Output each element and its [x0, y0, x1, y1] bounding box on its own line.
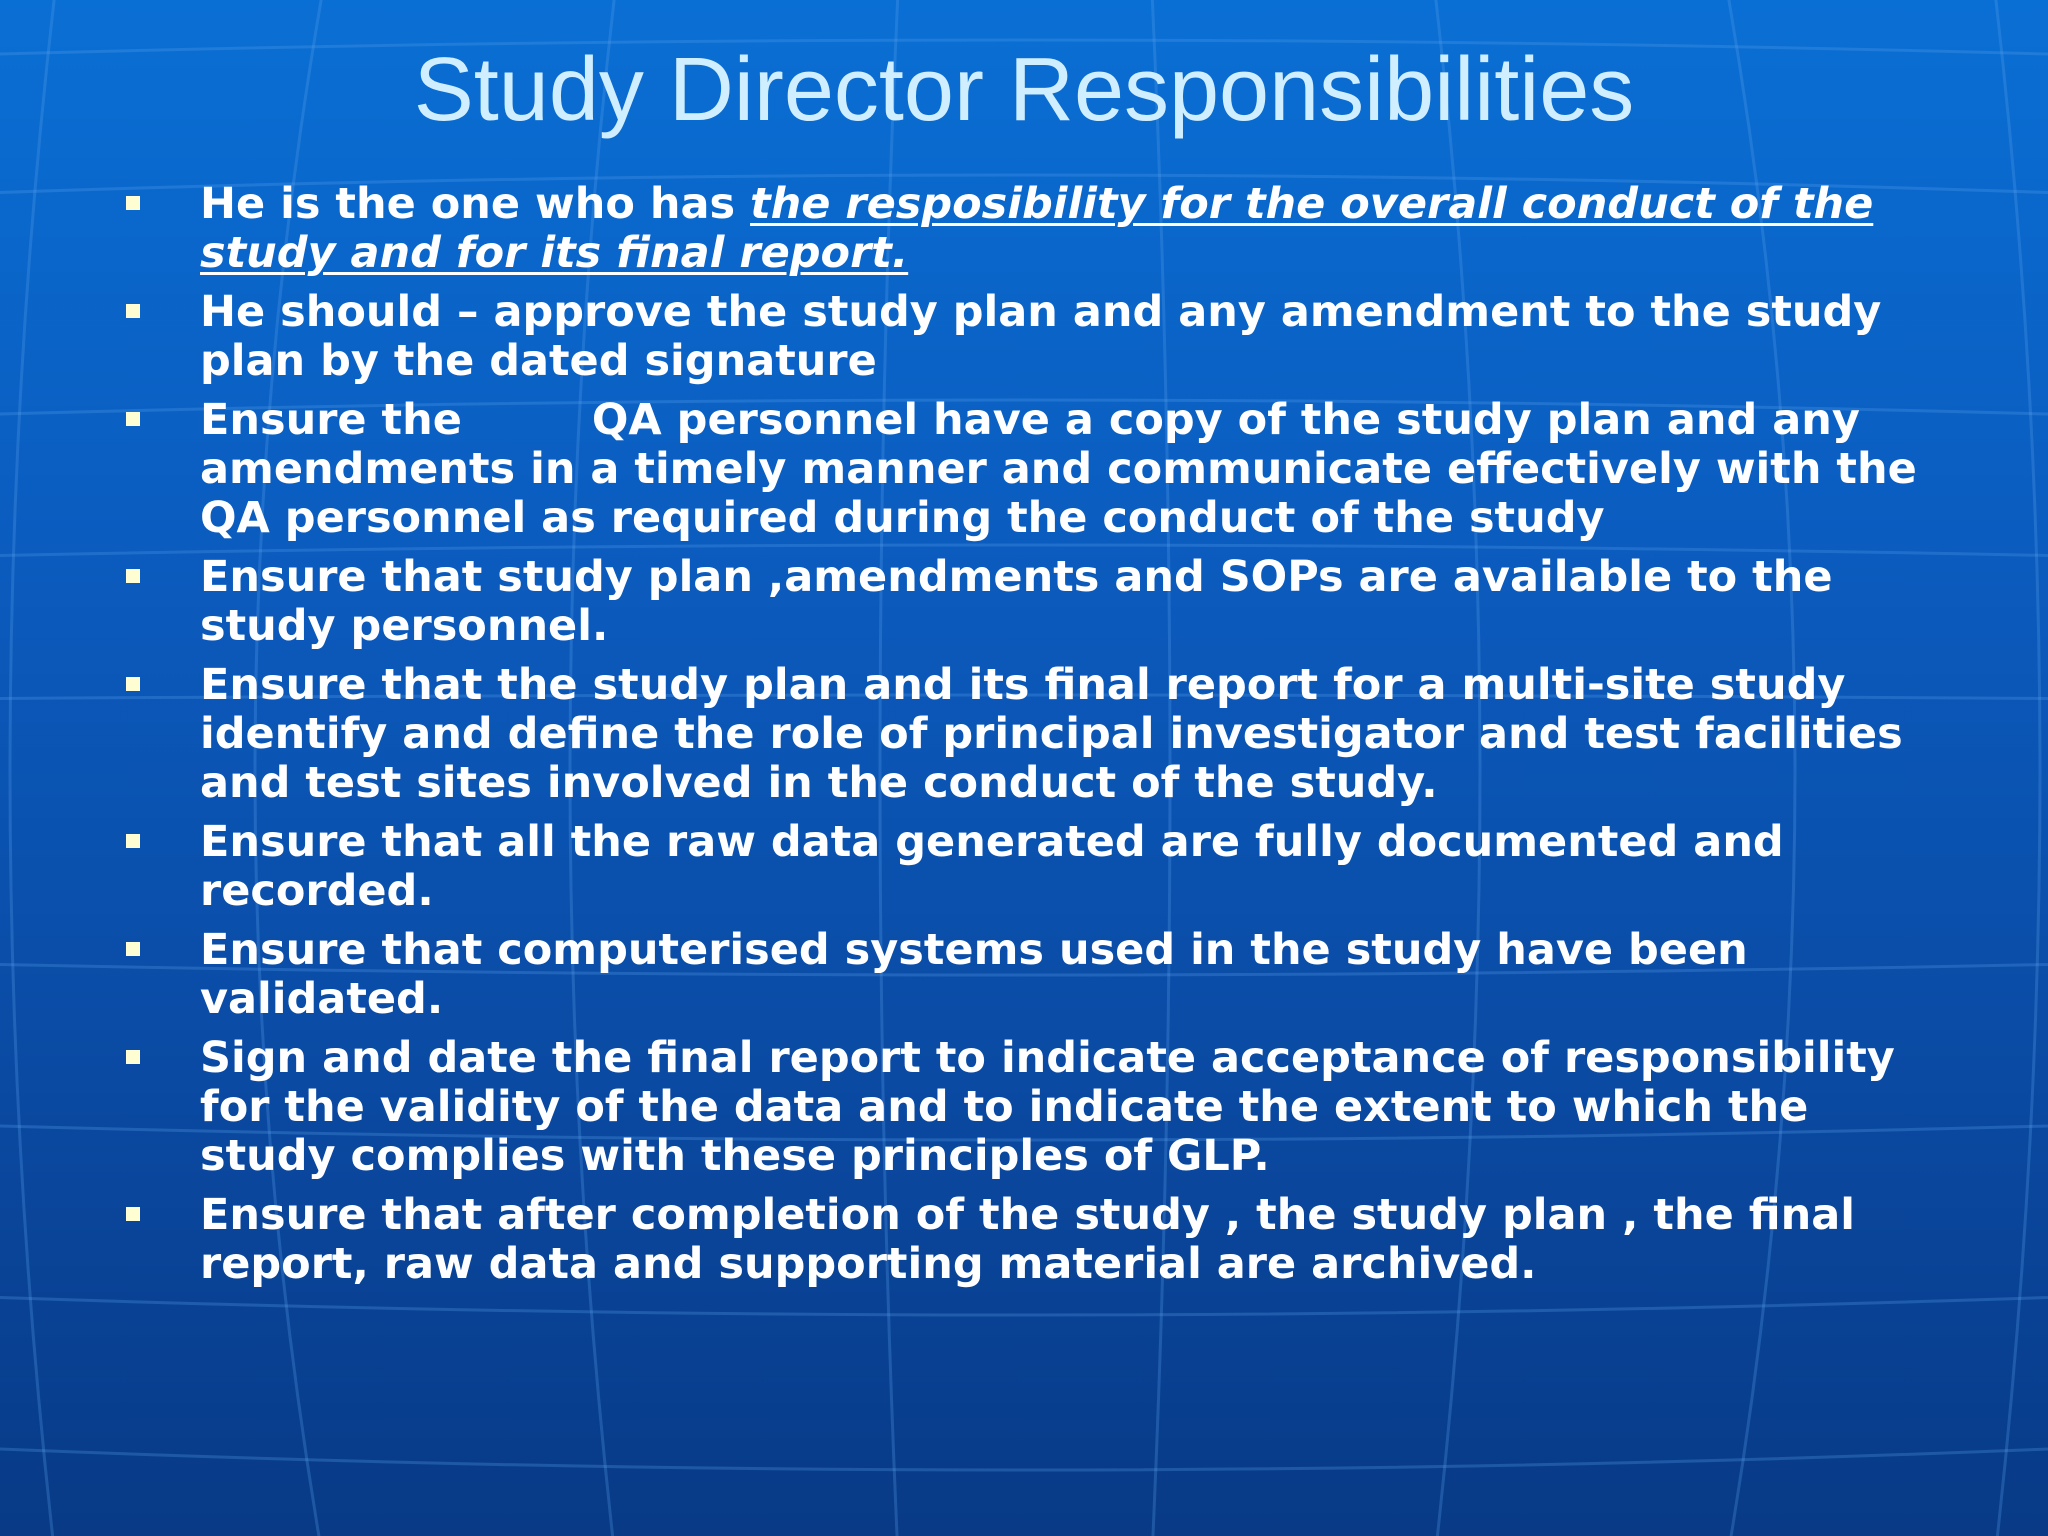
bullet-item-5: [120, 661, 1930, 808]
slide-title: Study Director Responsibilities: [413, 40, 1635, 140]
bullet-text-before-gap: Ensure the: [200, 395, 462, 445]
bullet-text: Ensure that after completion of the study , the study plan , the final report, raw data and supporting material are archived.: [200, 1190, 1855, 1289]
bullet-item-6: [120, 818, 1930, 916]
square-bullet-icon: [126, 942, 140, 956]
bullet-item-1: [120, 180, 1930, 278]
bullet-text: He should – approve the study plan and any amendment to the study plan by the dated signature: [200, 287, 1882, 386]
bullet-text: He is the one who has: [200, 179, 751, 229]
bullet-text: Ensure that study plan ,amendments and SOPs are available to the study personnel.: [200, 552, 1833, 651]
square-bullet-icon: [126, 196, 140, 210]
bullet-emphasis-text: the resposibility for the overall conduct of the study and for its final report.: [200, 179, 1874, 278]
bullet-text-after-gap: QA personnel have a copy of the study plan and any amendments in a timely manner and communicate effectively with the QA personnel as required during the conduct of the study: [200, 395, 1917, 543]
bullet-text: Ensure that computerised systems used in the study have been validated.: [200, 925, 1748, 1024]
square-bullet-icon: [126, 677, 140, 691]
bullet-item-4: [120, 553, 1930, 651]
bullet-item-3: [120, 396, 1930, 543]
bullet-item-9: [120, 1191, 1930, 1289]
square-bullet-icon: [126, 304, 140, 318]
bullet-item-8: [120, 1034, 1930, 1181]
bullet-text: Ensure that all the raw data generated are fully documented and recorded.: [200, 817, 1784, 916]
square-bullet-icon: [126, 569, 140, 583]
bullet-text: Sign and date the final report to indicate acceptance of responsibility for the validity of the data and to indicate the extent to which the study complies with these principles of GLP.: [200, 1033, 1895, 1181]
square-bullet-icon: [126, 1207, 140, 1221]
bullet-list: [120, 180, 1930, 1299]
bullet-item-2: [120, 288, 1930, 386]
square-bullet-icon: [126, 834, 140, 848]
square-bullet-icon: [126, 1050, 140, 1064]
bullet-text: Ensure that the study plan and its final report for a multi-site study identify and define the role of principal investigator and test facilities and test sites involved in the conduct of the study.: [200, 660, 1903, 808]
square-bullet-icon: [126, 412, 140, 426]
bullet-item-7: [120, 926, 1930, 1024]
